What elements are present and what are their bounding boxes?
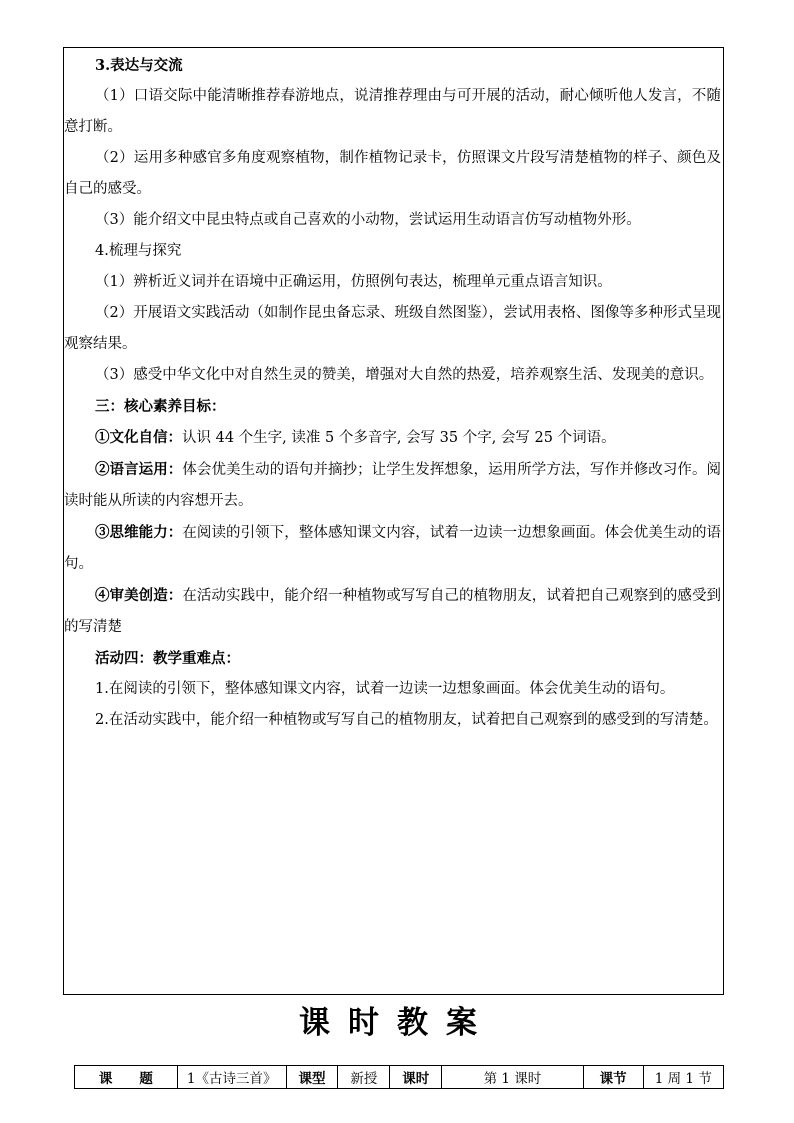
key-points-heading: 活动四：教学重难点： (95, 650, 240, 667)
section3-heading: 3.表达与交流 (95, 57, 183, 74)
topic-value: 1《古诗三首》 (177, 1066, 286, 1089)
core-goal-item (64, 580, 721, 643)
section4-item-1: （1）辨析近义词并在语境中正确运用，仿照例句表达，梳理单元重点语言知识。 (95, 274, 612, 290)
section4-item-2: （2）开展语文实践活动（如制作昆虫备忘录、班级自然图鉴），尝试用表格、图像等多种形式呈现观察结果。 (64, 305, 721, 352)
core-goal-item (64, 517, 721, 580)
key-point-item: 1.在阅读的引领下，整体感知课文内容，试着一边读一边想象画面。体会优美生动的语句。 (95, 681, 675, 697)
section4-heading: 4.梳理与探究 (95, 243, 182, 259)
page-title: 课时教案 (299, 1005, 495, 1041)
section4-item-3: （3）感受中华文化中对自然生灵的赞美，增强对大自然的热爱，培养观察生活、发现美的意识。 (95, 367, 714, 383)
core-goal-label: ③思维能力： (95, 524, 183, 541)
topic-label: 课 题 (75, 1066, 178, 1089)
core-goal-text: 在阅读的引领下，整体感知课文内容，试着一边读一边想象画面。体会优美生动的语句。 (64, 525, 721, 572)
core-goal-item (64, 422, 721, 454)
core-goal-text: 认识 44 个生字, 读准 5 个多音字, 会写 35 个字, 会写 25 个词语。 (182, 430, 616, 446)
lesson-meta-row (75, 1066, 724, 1089)
period-value: 第 1 课时 (442, 1066, 583, 1089)
type-label: 课型 (286, 1066, 338, 1089)
core-goal-item (64, 454, 721, 517)
core-goal-label: ④审美创造： (95, 587, 183, 604)
lesson-content (64, 48, 723, 736)
section3-item-1: （1）口语交际中能清晰推荐春游地点，说清推荐理由与可开展的活动，耐心倾听他人发言，不随意打断。 (64, 88, 721, 135)
core-goal-text: 体会优美生动的语句并摘抄；让学生发挥想象，运用所学方法，写作并修改习作。阅读时能从所读的内容想开去。 (64, 462, 721, 509)
slot-value: 1 周 1 节 (643, 1066, 723, 1089)
lesson-meta-table (74, 1065, 724, 1089)
section3-item-2: （2）运用多种感官多角度观察植物，制作植物记录卡，仿照课文片段写清楚植物的样子、颜色及自己的感受。 (64, 150, 721, 197)
lesson-content-box (63, 47, 724, 995)
section3-item-3: （3）能介绍文中昆虫特点或自己喜欢的小动物，尝试运用生动语言仿写动植物外形。 (95, 212, 641, 228)
core-goal-text: 在活动实践中，能介绍一种植物或写写自己的植物朋友，试着把自己观察到的感受到的写清楚 (64, 588, 721, 635)
period-label: 课时 (390, 1066, 442, 1089)
core-goal-label: ①文化自信： (95, 429, 182, 446)
type-value: 新授 (338, 1066, 390, 1089)
core-goals-heading: 三：核心素养目标： (95, 398, 226, 415)
slot-label: 课节 (583, 1066, 643, 1089)
key-point-item: 2.在活动实践中，能介绍一种植物或写写自己的植物朋友，试着把自己观察到的感受到的写清楚。 (95, 712, 718, 728)
core-goal-label: ②语言运用： (95, 461, 183, 478)
